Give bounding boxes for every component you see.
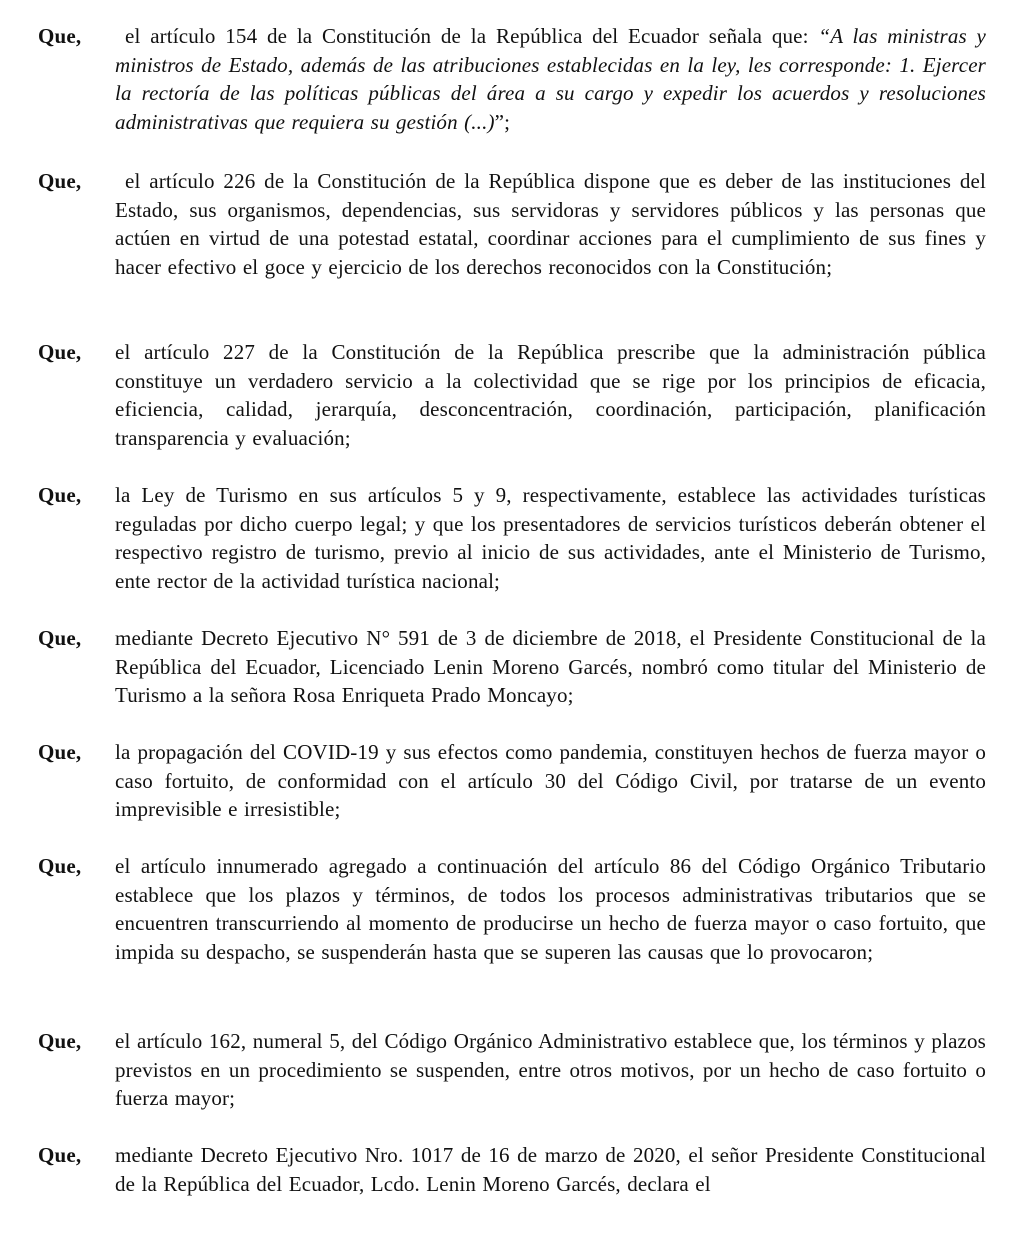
clause-label: Que, <box>38 483 82 507</box>
clause-text-plain: el artículo 154 de la Constitución de la República del Ecuador señala que: <box>125 24 819 48</box>
clause-3 <box>38 338 986 452</box>
clause-label: Que, <box>38 24 82 48</box>
clause-text-end: ”; <box>494 109 511 134</box>
clause-text: el artículo 162, numeral 5, del Código Orgánico Administrativo establece que, los términos y plazos previstos en un procedimiento se suspenden, entre otros motivos, por un hecho de caso fortuito o fuerza mayor; <box>115 1029 986 1111</box>
clause-label: Que, <box>38 1143 82 1167</box>
clause-6 <box>38 738 986 824</box>
clause-quote: “A las ministras y ministros de Estado, además de las atribuciones establecidas en la ley, les corresponde: 1. Ejercer la rectoría de las políticas públicas del área a su cargo y expedir los acuerdos y resoluciones administrativas que requiera su gestión (...) <box>115 24 987 134</box>
clause-2 <box>38 167 986 281</box>
clause-text: la propagación del COVID-19 y sus efectos como pandemia, constituyen hechos de fuerza mayor o caso fortuito, de conformidad con el artículo 30 del Código Civil, por tratarse de un evento imprevisible e irresistible; <box>115 740 986 822</box>
clause-text: el artículo innumerado agregado a continuación del artículo 86 del Código Orgánico Tributario establece que los plazos y términos, de todos los procesos administrativas tributarios que se encuentren transcurriendo al momento de producirse un hecho de fuerza mayor o caso fortuito, que impida su despacho, se suspenderán hasta que se superen las causas que lo provocaron; <box>115 854 986 964</box>
clause-label: Que, <box>38 340 82 364</box>
clause-text-body: el artículo 226 de la Constitución de la República dispone que es deber de las instituciones del Estado, sus organismos, dependencias, sus servidoras y servidores públicos y las personas que actúen en virtud de una potestad estatal, coordinar acciones para el cumplimiento de sus fines y hacer efectivo el goce y ejercicio de los derechos reconocidos con la Constitución; <box>115 169 986 279</box>
clause-text: el artículo 227 de la Constitución de la República prescribe que la administración pública constituye un verdadero servicio a la colectividad que se rige por los principios de eficacia, eficiencia, calidad, jerarquía, desconcentración, coordinación, participación, planificación transparencia y evaluación; <box>115 340 986 450</box>
clause-8 <box>38 1027 986 1113</box>
clause-5 <box>38 624 986 710</box>
clause-label: Que, <box>38 740 82 764</box>
clause-4 <box>38 481 986 595</box>
clause-text <box>115 22 986 136</box>
clause-text: mediante Decreto Ejecutivo N° 591 de 3 de diciembre de 2018, el Presidente Constitucional de la República del Ecuador, Licenciado Lenin Moreno Garcés, nombró como titular del Ministerio de Turismo a la señora Rosa Enriqueta Prado Moncayo; <box>115 626 986 708</box>
clause-text <box>115 167 986 281</box>
clause-label: Que, <box>38 626 82 650</box>
clause-1 <box>38 22 986 136</box>
clause-9 <box>38 1141 986 1198</box>
clause-text: la Ley de Turismo en sus artículos 5 y 9, respectivamente, establece las actividades turísticas reguladas por dicho cuerpo legal; y que los presentadores de servicios turísticos deberán obtener el respectivo registro de turismo, previo al inicio de sus actividades, ante el Ministerio de Turismo, ente rector de la actividad turística nacional; <box>115 483 986 593</box>
clause-text: mediante Decreto Ejecutivo Nro. 1017 de 16 de marzo de 2020, el señor Presidente Constitucional de la República del Ecuador, Lcdo. Lenin Moreno Garcés, declara el <box>115 1143 986 1196</box>
clause-label: Que, <box>38 1029 82 1053</box>
clause-label: Que, <box>38 169 82 193</box>
clause-7 <box>38 852 986 966</box>
clause-label: Que, <box>38 854 82 878</box>
